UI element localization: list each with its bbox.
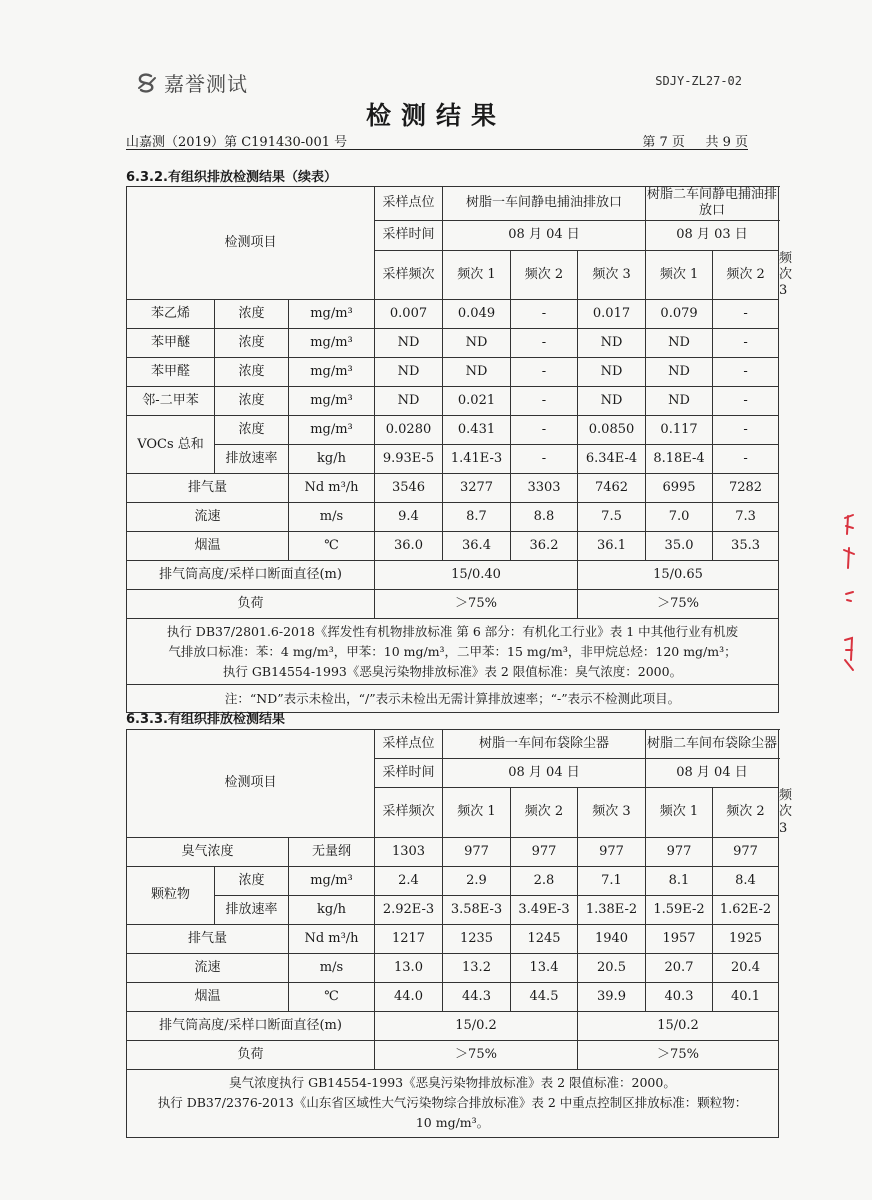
- label-sampling-time: 采样时间: [375, 759, 443, 788]
- value-cell: 1.38E-2: [578, 895, 646, 924]
- sub-item: 浓度: [215, 300, 289, 329]
- value-cell: 1303: [375, 837, 443, 866]
- value-cell: 20.4: [713, 953, 779, 982]
- table-row: [127, 1011, 779, 1040]
- value-cell: 36.1: [578, 532, 646, 561]
- sampling-point-b: 树脂二车间布袋除尘器: [646, 730, 779, 759]
- value-cell: ND: [443, 329, 511, 358]
- table-row: [127, 532, 779, 561]
- value-cell: 2.9: [443, 866, 511, 895]
- stack-value-a: 15/0.40: [375, 561, 578, 590]
- value-cell: ND: [646, 387, 713, 416]
- value-cell: 3.58E-3: [443, 895, 511, 924]
- value-cell: 40.3: [646, 982, 713, 1011]
- standard-note: [127, 619, 779, 685]
- item-name: 烟温: [127, 982, 289, 1011]
- value-cell: 44.5: [511, 982, 578, 1011]
- section-heading-633: 6.3.3.有组织排放检测结果: [126, 712, 285, 727]
- logo-text: 嘉誉测试: [164, 72, 248, 96]
- value-cell: 977: [646, 837, 713, 866]
- value-cell: ND: [375, 329, 443, 358]
- note-line: 执行 DB37/2801.6-2018《挥发性有机物排放标准 第 6 部分：有机化工行业》表 1 中其他行业有机废: [166, 623, 739, 639]
- label-test-item: 检测项目: [127, 730, 375, 838]
- table-row: [127, 358, 779, 387]
- item-name: 烟温: [127, 532, 289, 561]
- sub-item: 浓度: [215, 387, 289, 416]
- remark-note: 注：“ND”表示未检出，“/”表示未检出无需计算排放速率；“-”表示不检测此项目。: [127, 685, 779, 713]
- value-cell: -: [713, 300, 779, 329]
- sampling-time-a: 08 月 04 日: [443, 759, 646, 788]
- unit-cell: mg/m³: [289, 866, 375, 895]
- table-row: [127, 924, 779, 953]
- value-cell: 6.34E-4: [578, 445, 646, 474]
- table-row: [127, 590, 779, 619]
- doc-code: SDJY-ZL27-02: [655, 74, 742, 88]
- value-cell: 44.0: [375, 982, 443, 1011]
- value-cell: 20.5: [578, 953, 646, 982]
- value-cell: 8.4: [713, 866, 779, 895]
- value-cell: 977: [443, 837, 511, 866]
- item-name: 颗粒物: [127, 866, 215, 924]
- label-sampling-freq: 采样频次: [375, 250, 443, 300]
- value-cell: 8.7: [443, 503, 511, 532]
- unit-cell: mg/m³: [289, 329, 375, 358]
- value-cell: 1245: [511, 924, 578, 953]
- freq-cell: 频次 3: [578, 250, 646, 300]
- value-cell: ND: [578, 387, 646, 416]
- unit-cell: 无量纲: [289, 837, 375, 866]
- value-cell: 7.3: [713, 503, 779, 532]
- report-number: 山嘉测（2019）第 C191430-001 号: [126, 135, 348, 150]
- label-sampling-point: 采样点位: [375, 187, 443, 221]
- value-cell: 977: [578, 837, 646, 866]
- value-cell: 0.0280: [375, 416, 443, 445]
- value-cell: 977: [713, 837, 779, 866]
- value-cell: 0.079: [646, 300, 713, 329]
- value-cell: 0.431: [443, 416, 511, 445]
- report-ref-line: [126, 131, 748, 150]
- value-cell: 3303: [511, 474, 578, 503]
- value-cell: 2.92E-3: [375, 895, 443, 924]
- value-cell: ND: [443, 358, 511, 387]
- page-current: 第 7 页: [642, 135, 685, 150]
- value-cell: 1925: [713, 924, 779, 953]
- freq-cell: 频次 1: [646, 250, 713, 300]
- results-table-632: [126, 186, 793, 713]
- value-cell: -: [511, 329, 578, 358]
- item-name: 流速: [127, 953, 289, 982]
- load-value-a: ＞75%: [375, 590, 578, 619]
- value-cell: 8.8: [511, 503, 578, 532]
- note-line: 执行 GB14554-1993《恶臭污染物排放标准》表 2 限值标准：臭气浓度：2000。: [222, 663, 683, 679]
- label-sampling-time: 采样时间: [375, 220, 443, 250]
- company-logo: [136, 68, 248, 97]
- load-label: 负荷: [127, 590, 375, 619]
- table-row: [127, 982, 779, 1011]
- note-line: 臭气浓度执行 GB14554-1993《恶臭污染物排放标准》表 2 限值标准：2000。: [229, 1075, 676, 1091]
- stack-label: 排气筒高度/采样口断面直径(m): [127, 1011, 375, 1040]
- seal-edge-mark: [842, 510, 856, 690]
- load-value-b: ＞75%: [578, 1040, 779, 1069]
- value-cell: -: [511, 358, 578, 387]
- freq-cell: 频次 2: [511, 250, 578, 300]
- section-heading-632: 6.3.2.有组织排放检测结果（续表）: [126, 170, 337, 185]
- value-cell: 39.9: [578, 982, 646, 1011]
- results-table-633: [126, 729, 793, 1138]
- unit-cell: ℃: [289, 532, 375, 561]
- value-cell: 8.1: [646, 866, 713, 895]
- value-cell: 1.41E-3: [443, 445, 511, 474]
- sub-item: 浓度: [215, 358, 289, 387]
- item-name: 苯甲醚: [127, 329, 215, 358]
- value-cell: 13.0: [375, 953, 443, 982]
- freq-cell: 频次 2: [713, 788, 779, 838]
- table-row: [127, 503, 779, 532]
- value-cell: 36.0: [375, 532, 443, 561]
- value-cell: 7282: [713, 474, 779, 503]
- freq-cell: 频次 1: [646, 788, 713, 838]
- value-cell: 44.3: [443, 982, 511, 1011]
- item-name: 排气量: [127, 474, 289, 503]
- value-cell: ND: [375, 387, 443, 416]
- value-cell: ND: [578, 329, 646, 358]
- unit-cell: m/s: [289, 953, 375, 982]
- unit-cell: mg/m³: [289, 387, 375, 416]
- value-cell: 1.59E-2: [646, 895, 713, 924]
- value-cell: ND: [646, 329, 713, 358]
- item-name: 流速: [127, 503, 289, 532]
- value-cell: 1235: [443, 924, 511, 953]
- value-cell: 9.4: [375, 503, 443, 532]
- label-sampling-freq: 采样频次: [375, 788, 443, 838]
- page-title: 检测结果: [365, 101, 506, 130]
- load-label: 负荷: [127, 1040, 375, 1069]
- item-name: 臭气浓度: [127, 837, 289, 866]
- value-cell: 977: [511, 837, 578, 866]
- table-row: [127, 866, 779, 895]
- sub-item: 排放速率: [215, 445, 289, 474]
- value-cell: 7.0: [646, 503, 713, 532]
- standard-note: [127, 1069, 779, 1137]
- load-value-a: ＞75%: [375, 1040, 578, 1069]
- value-cell: 3277: [443, 474, 511, 503]
- logo-icon: [136, 72, 158, 94]
- value-cell: -: [713, 416, 779, 445]
- value-cell: -: [511, 387, 578, 416]
- sampling-time-b: 08 月 03 日: [646, 220, 779, 250]
- value-cell: 0.017: [578, 300, 646, 329]
- note-line: 执行 DB37/2376-2013《山东省区域性大气污染物综合排放标准》表 2 中重点控制区排放标准：颗粒物：: [157, 1095, 748, 1111]
- sub-item: 浓度: [215, 329, 289, 358]
- unit-cell: mg/m³: [289, 416, 375, 445]
- item-name: 苯乙烯: [127, 300, 215, 329]
- value-cell: 8.18E-4: [646, 445, 713, 474]
- table-row: [127, 474, 779, 503]
- table-row: [127, 445, 779, 474]
- freq-cell: 频次 2: [713, 250, 779, 300]
- value-cell: 40.1: [713, 982, 779, 1011]
- label-sampling-point: 采样点位: [375, 730, 443, 759]
- value-cell: 35.0: [646, 532, 713, 561]
- sampling-time-b: 08 月 04 日: [646, 759, 779, 788]
- value-cell: ND: [375, 358, 443, 387]
- value-cell: 0.021: [443, 387, 511, 416]
- value-cell: 3546: [375, 474, 443, 503]
- value-cell: 1957: [646, 924, 713, 953]
- page-info: [638, 131, 748, 149]
- table-row: [127, 300, 779, 329]
- note-line: 气排放口标准：苯：4 mg/m³，甲苯：10 mg/m³，二甲苯：15 mg/m³，非甲烷总烃：120 mg/m³；: [168, 643, 737, 659]
- sub-item: 浓度: [215, 866, 289, 895]
- item-name: 排气量: [127, 924, 289, 953]
- table-row: [127, 837, 779, 866]
- unit-cell: Nd m³/h: [289, 474, 375, 503]
- sampling-point-b: 树脂二车间静电捕油排放口: [647, 187, 778, 219]
- stack-label: 排气筒高度/采样口断面直径(m): [127, 561, 375, 590]
- value-cell: 13.4: [511, 953, 578, 982]
- value-cell: -: [511, 416, 578, 445]
- value-cell: -: [511, 445, 578, 474]
- value-cell: 2.4: [375, 866, 443, 895]
- table-row: [127, 953, 779, 982]
- table-row: [127, 561, 779, 590]
- value-cell: 1.62E-2: [713, 895, 779, 924]
- value-cell: 13.2: [443, 953, 511, 982]
- unit-cell: kg/h: [289, 895, 375, 924]
- table-row: [127, 387, 779, 416]
- value-cell: 0.117: [646, 416, 713, 445]
- value-cell: 9.93E-5: [375, 445, 443, 474]
- table-row: [127, 895, 779, 924]
- sub-item: 排放速率: [215, 895, 289, 924]
- value-cell: 1217: [375, 924, 443, 953]
- freq-cell: 频次 1: [443, 250, 511, 300]
- unit-cell: m/s: [289, 503, 375, 532]
- item-name: 邻-二甲苯: [127, 387, 215, 416]
- value-cell: 36.2: [511, 532, 578, 561]
- value-cell: 6995: [646, 474, 713, 503]
- table-row: [127, 1040, 779, 1069]
- stack-value-a: 15/0.2: [375, 1011, 578, 1040]
- note-line: 10 mg/m³。: [415, 1115, 490, 1131]
- value-cell: 1940: [578, 924, 646, 953]
- item-name: 苯甲醛: [127, 358, 215, 387]
- value-cell: 35.3: [713, 532, 779, 561]
- unit-cell: kg/h: [289, 445, 375, 474]
- sampling-time-a: 08 月 04 日: [443, 220, 646, 250]
- table-row: [127, 416, 779, 445]
- value-cell: ND: [578, 358, 646, 387]
- value-cell: -: [713, 387, 779, 416]
- value-cell: 20.7: [646, 953, 713, 982]
- freq-cell: 频次 3: [578, 788, 646, 838]
- unit-cell: mg/m³: [289, 358, 375, 387]
- stack-value-b: 15/0.65: [578, 561, 779, 590]
- load-value-b: ＞75%: [578, 590, 779, 619]
- value-cell: 7462: [578, 474, 646, 503]
- freq-row: 采样频次 频次 1 频次 2 频次 3 频次 1 频次 2 频次 3: [127, 788, 779, 838]
- value-cell: 36.4: [443, 532, 511, 561]
- label-test-item: 检测项目: [127, 187, 375, 300]
- value-cell: -: [713, 358, 779, 387]
- sampling-point-a: 树脂一车间布袋除尘器: [443, 730, 646, 759]
- value-cell: -: [713, 329, 779, 358]
- value-cell: 0.007: [375, 300, 443, 329]
- page-total: 共 9 页: [705, 135, 748, 150]
- table-row: [127, 329, 779, 358]
- stack-value-b: 15/0.2: [578, 1011, 779, 1040]
- value-cell: -: [713, 445, 779, 474]
- value-cell: ND: [646, 358, 713, 387]
- sampling-point-a: 树脂一车间静电捕油排放口: [443, 187, 646, 221]
- value-cell: 7.5: [578, 503, 646, 532]
- unit-cell: ℃: [289, 982, 375, 1011]
- value-cell: 2.8: [511, 866, 578, 895]
- freq-cell: 频次 1: [443, 788, 511, 838]
- value-cell: 7.1: [578, 866, 646, 895]
- value-cell: 3.49E-3: [511, 895, 578, 924]
- unit-cell: mg/m³: [289, 300, 375, 329]
- freq-row: 采样频次 频次 1 频次 2 频次 3 频次 1 频次 2 频次 3: [127, 250, 779, 300]
- unit-cell: Nd m³/h: [289, 924, 375, 953]
- value-cell: 0.049: [443, 300, 511, 329]
- freq-cell: 频次 2: [511, 788, 578, 838]
- item-name: VOCs 总和: [127, 416, 215, 474]
- value-cell: -: [511, 300, 578, 329]
- value-cell: 0.0850: [578, 416, 646, 445]
- sub-item: 浓度: [215, 416, 289, 445]
